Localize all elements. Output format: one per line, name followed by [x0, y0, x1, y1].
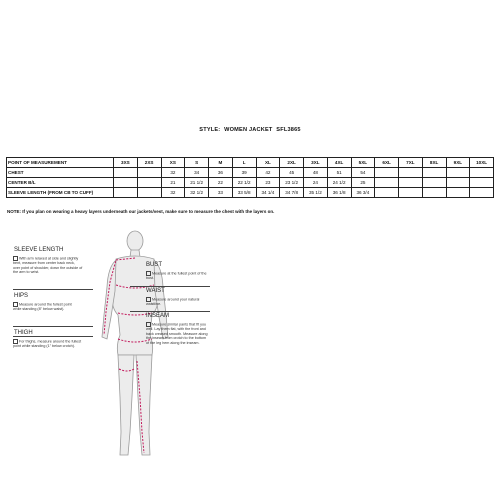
table-cell [470, 168, 494, 178]
sleeve-length-desc: With arm relaxed at side and slightly bent, measure from center back neck, over point of shoulder, down the outside of the arm to wrist. [13, 256, 83, 274]
table-cell: 36 1/8 [327, 188, 351, 198]
col-header-4xl: 4XL [327, 158, 351, 168]
table-cell [470, 178, 494, 188]
row-measurement-name: SLEEVE LENGTH (FROM CB TO CUFF) [7, 188, 114, 198]
table-cell: 24 1/2 [327, 178, 351, 188]
hips-label: HIPS [14, 293, 29, 299]
table-cell: 32 [161, 168, 185, 178]
style-line [0, 127, 500, 133]
waist-leader [130, 311, 210, 312]
table-cell: 21 [161, 178, 185, 188]
table-cell [375, 188, 399, 198]
table-cell: 34 7/8 [280, 188, 304, 198]
table-cell [422, 168, 446, 178]
table-cell: 32 [161, 188, 185, 198]
table-cell [446, 188, 470, 198]
thigh-desc: For thighs, measure around the fullest point while standing (1" below crotch). [13, 339, 82, 348]
table-cell [422, 178, 446, 188]
table-cell: 23 1/2 [280, 178, 304, 188]
table-body [7, 168, 494, 198]
table-cell [446, 168, 470, 178]
table-cell: 22 [209, 178, 233, 188]
layering-note: NOTE: If you plan on wearing a heavy layers underneath our jackets/vest, make sure to measure the chest with the layers on. [7, 209, 275, 214]
table-cell: 51 [327, 168, 351, 178]
table-cell [375, 168, 399, 178]
table-cell: 34 [185, 168, 209, 178]
table-cell: 35 1/2 [304, 188, 328, 198]
col-header-5xl: 5XL [351, 158, 375, 168]
table-cell: 42 [256, 168, 280, 178]
bust-label: BUST [146, 262, 163, 268]
table-cell: 39 [232, 168, 256, 178]
sleeve-length-label: SLEEVE LENGTH [14, 247, 64, 253]
col-header-m: M [209, 158, 233, 168]
table-cell [399, 188, 423, 198]
col-header-3xl: 3XL [304, 158, 328, 168]
sleeve-length-leader [13, 289, 93, 290]
waist-label: WAIST [146, 288, 165, 294]
inseam-label: INSEAM [146, 313, 170, 319]
table-cell: 21 1/2 [185, 178, 209, 188]
body-figure [80, 227, 190, 467]
col-header-7xl: 7XL [399, 158, 423, 168]
inseam-desc: Measure similar pants that fit you well. Lay them flat, with the front and back creased smooth. Measure along the inseam from crotch to the bottom of the leg hem along the inseam. [146, 322, 208, 345]
style-label: STYLE: [199, 127, 221, 133]
table-cell: 36 3/4 [351, 188, 375, 198]
col-header-s: S [185, 158, 209, 168]
table-cell [446, 178, 470, 188]
col-header-point-of-measurement: POINT OF MEASUREMENT [7, 158, 114, 168]
col-header-2xl: 2XL [280, 158, 304, 168]
table-cell [137, 178, 161, 188]
table-cell: 36 [209, 168, 233, 178]
table-cell: 24 [304, 178, 328, 188]
row-measurement-name: CHEST [7, 168, 114, 178]
body-figure-icon [80, 227, 190, 467]
thigh-leader [13, 336, 93, 337]
table-row [7, 168, 494, 178]
style-code: SFL3865 [276, 127, 301, 133]
table-cell [114, 188, 138, 198]
col-header-xs: XS [161, 158, 185, 168]
table-cell [399, 178, 423, 188]
table-cell [375, 178, 399, 188]
table-cell: 22 1/2 [232, 178, 256, 188]
table-cell: 25 [351, 178, 375, 188]
bust-leader [130, 286, 210, 287]
table-cell: 45 [280, 168, 304, 178]
table-cell: 33 5/8 [232, 188, 256, 198]
table-cell [114, 168, 138, 178]
table-cell [137, 188, 161, 198]
table-cell: 48 [304, 168, 328, 178]
table-cell [114, 178, 138, 188]
style-title: WOMEN JACKET [224, 127, 273, 133]
hips-leader [13, 326, 93, 327]
table-cell: 23 [256, 178, 280, 188]
table-cell [137, 168, 161, 178]
col-header-10xl: 10XL [470, 158, 494, 168]
bust-desc: Measure at the fullest point of the bust. [146, 271, 207, 280]
col-header-l: L [232, 158, 256, 168]
col-header-8xl: 8XL [422, 158, 446, 168]
table-cell: 32 1/2 [185, 188, 209, 198]
col-header-9xl: 9XL [446, 158, 470, 168]
table-row [7, 178, 494, 188]
table-header-row [7, 158, 494, 168]
row-measurement-name: CENTER B/L [7, 178, 114, 188]
table-row [7, 188, 494, 198]
table-cell [399, 168, 423, 178]
waist-desc: Measure around your natural waistline. [146, 297, 200, 306]
col-header-6xl: 6XL [375, 158, 399, 168]
table-cell: 54 [351, 168, 375, 178]
table-cell [470, 188, 494, 198]
hips-desc: Measure around the fullest point while standing (8" below waist). [13, 302, 72, 311]
thigh-label: THIGH [14, 330, 33, 336]
col-header-3xs: 3XS [114, 158, 138, 168]
col-header-2xs: 2XS [137, 158, 161, 168]
col-header-xl: XL [256, 158, 280, 168]
table-cell: 34 1/4 [256, 188, 280, 198]
table-cell: 33 [209, 188, 233, 198]
table-cell [422, 188, 446, 198]
size-table [6, 157, 494, 198]
